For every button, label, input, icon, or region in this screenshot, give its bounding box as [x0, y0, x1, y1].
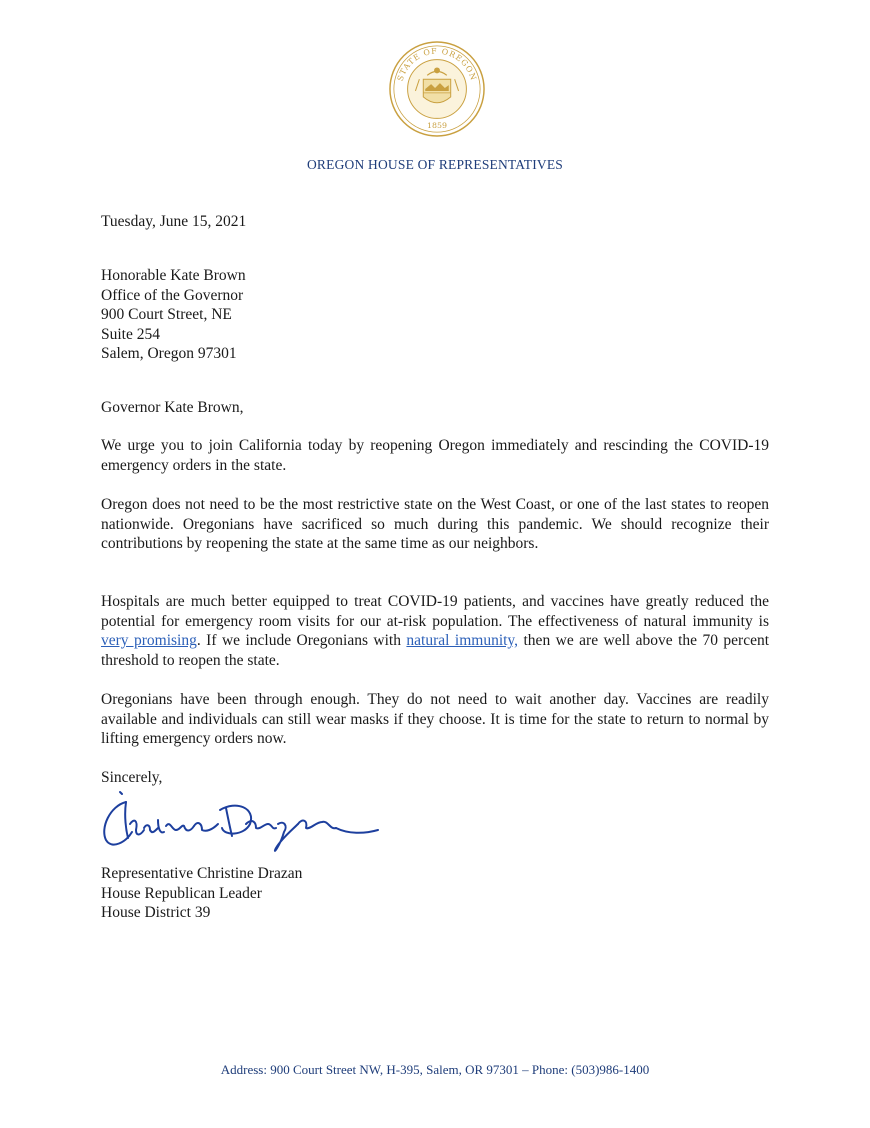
paragraph-3-part-2: . If we include Oregonians with: [196, 632, 407, 649]
seal-top-text: STATE OF OREGON: [395, 46, 479, 83]
natural-immunity-link[interactable]: natural immunity,: [406, 632, 519, 649]
signature: [96, 790, 386, 860]
organization-header: OREGON HOUSE OF REPRESENTATIVES: [306, 157, 563, 172]
very-promising-link[interactable]: very promising: [101, 632, 197, 649]
recipient-suite: Suite 254: [101, 325, 160, 343]
recipient-street: 900 Court Street, NE: [101, 306, 232, 323]
recipient-name: Honorable Kate Brown: [101, 267, 246, 284]
salutation: Governor Kate Brown,: [101, 399, 244, 416]
state-seal: [388, 40, 486, 138]
paragraph-3: [101, 592, 769, 670]
paragraph-3-part-1: Hospitals are much better equipped to treat COVID-19 patients, and vaccines have greatly reduced the potential for emergency room visits for our at-risk population. The effectiveness of natural immunity is: [101, 593, 769, 630]
recipient-city: Salem, Oregon 97301: [101, 345, 237, 362]
closing: Sincerely,: [101, 769, 163, 786]
signer-district: House District 39: [101, 904, 211, 921]
footer-address: Address: 900 Court Street NW, H-395, Salem, OR 97301 – Phone: (503)986-1400: [220, 1062, 650, 1077]
paragraph-1: We urge you to join California today by reopening Oregon immediately and rescinding the COVID-19 emergency orders in the state.: [101, 437, 769, 474]
paragraph-3-part-3: then we are well above the 70 percent threshold to reopen the state.: [101, 632, 770, 669]
signer-title: House Republican Leader: [101, 884, 262, 902]
letter-date: Tuesday, June 15, 2021: [101, 213, 247, 230]
recipient-address: [101, 266, 769, 364]
signer-name: Representative Christine Drazan: [101, 865, 303, 882]
paragraph-4: Oregonians have been through enough. They do not need to wait another day. Vaccines are readily available and individuals can still wear masks if they choose. It is time for the state to return to normal by lifting emergency orders now.: [101, 691, 769, 747]
signer-block: [101, 864, 769, 923]
seal-year: 1859: [427, 121, 447, 131]
recipient-office: Office of the Governor: [101, 286, 244, 304]
paragraph-2: Oregon does not need to be the most restrictive state on the West Coast, or one of the last states to reopen nationwide. Oregonians have sacrificed so much during this pandemic. We should recognize their contributions by reopening the state at the same time as our neighbors.: [101, 496, 769, 552]
